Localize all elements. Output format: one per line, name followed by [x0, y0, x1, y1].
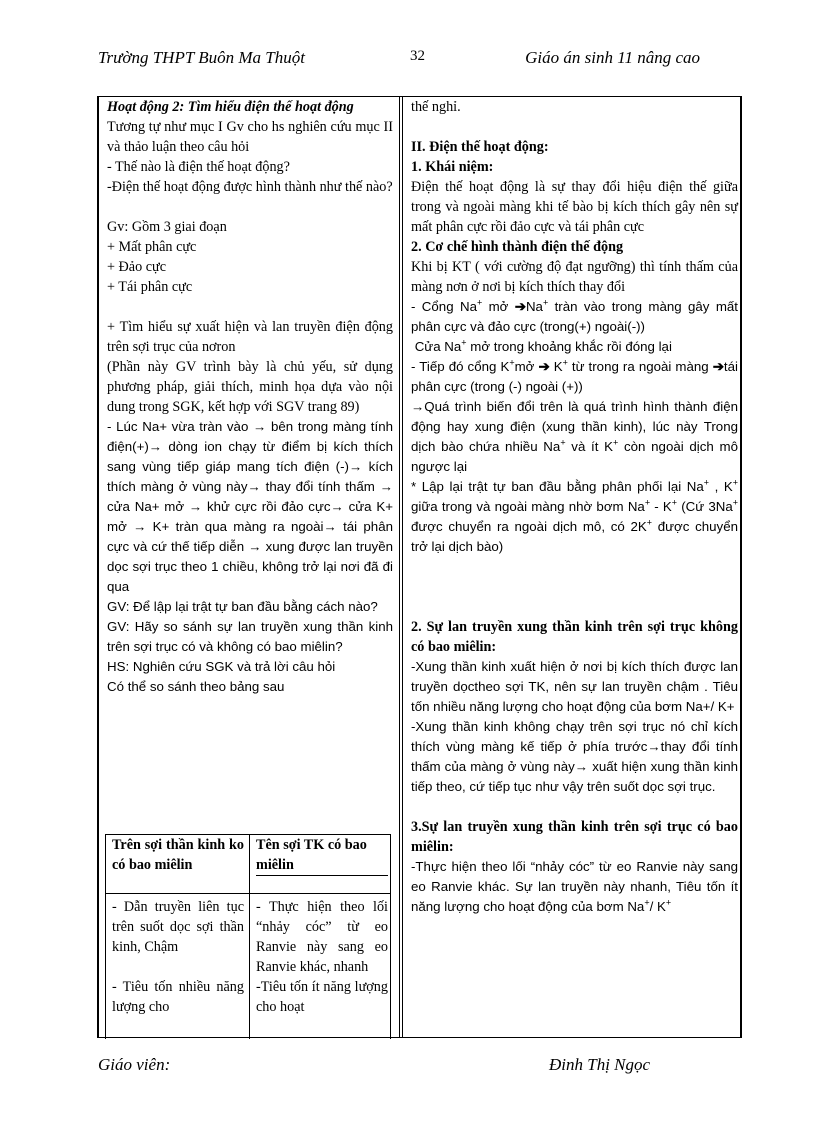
pump-text: * Lập lại trật tự ban đầu bằng phân phối lại Na+ , K+ giữa trong và ngoài màng nhờ bơm Na+ - K+ (Cứ 3Na+ được chuyển ra ngoài dịch mô, có 2K+ được chuyển trở lại dịch bào): [411, 477, 738, 554]
comparison-table: [105, 834, 391, 1039]
content-column: [411, 97, 738, 917]
concept-text: Điện thế hoạt động là sự thay đổi hiệu điện thế giữa trong và ngoài màng khi tế bào bị kích thích gây nên sự mất phân cực rồi đảo cực và tái phân cực: [411, 179, 738, 235]
phase-3: + Tái phân cực: [107, 279, 193, 295]
na-channel-text: - Cổng Na+ mở ➔Na+ tràn vào trong màng gây mất phân cực và đảo cực (trong(+) ngoài(-)): [411, 297, 738, 334]
no-myelin-title: 2. Sự lan truyền xung thần kinh trên sợi trục không có bao miêlin:: [411, 619, 738, 655]
lesson-table: [97, 96, 742, 1038]
teacher-name: Đinh Thị Ngọc: [549, 1055, 651, 1074]
no-myelin-text-1: -Xung thần kinh xuất hiện ở nơi bị kích thích được lan truyền dọctheo sợi TK, nên sự lan truyền chậm . Tiêu tốn nhiều năng lượng cho hoạt động của bơm Na+/ K+: [411, 659, 738, 714]
question-2: -Điện thế hoạt động được hình thành như thế nào?: [107, 179, 393, 195]
question-1: - Thế nào là điện thế hoạt động?: [107, 159, 290, 175]
table-cell-myelin: - Thực hiện theo lối “nhảy cóc” từ eo Ranvie này sang eo Ranvie khác, nhanh -Tiêu tốn ít năng lượng cho hoạt: [256, 899, 388, 1015]
arrow-icon: ➔: [538, 359, 550, 374]
arrow-icon: ➔: [514, 299, 526, 314]
student-answer: HS: Nghiên cứu SGK và trả lời câu hỏi: [107, 659, 336, 674]
activity-intro: Tương tự như mục I Gv cho hs nghiên cứu mục II và thảo luận theo câu hỏi: [107, 119, 393, 155]
table-header-myelin: Tên sợi TK có bao miêlin: [256, 835, 388, 876]
teacher-activity-column: [107, 97, 393, 697]
impulse-summary: →Quá trình biến đổi trên là quá trình hình thành điện động hay xung điện (xung thần kinh), lúc này Trong dịch bào chứa nhiều Na+ và ít K+ còn ngoài dịch mô ngược lại: [411, 399, 738, 474]
arrow-icon: ➔: [712, 359, 724, 374]
myelin-title: 3.Sự lan truyền xung thần kinh trên sợi trục có bao miêlin:: [411, 819, 738, 855]
na-close-text: Cửa Na+ mở trong khoảng khắc rồi đóng lại: [414, 337, 672, 354]
teacher-note: (Phần này GV trình bày là chủ yếu, sử dụng phương pháp, giải thích, minh họa dựa vào nội dung trong SGK, kết hợp với SGV trang 89): [107, 359, 393, 415]
phase-2: + Đảo cực: [107, 259, 167, 275]
compare-intro: Có thể so sánh theo bảng sau: [107, 679, 285, 694]
table-cell-no-myelin: - Dẫn truyền liên tục trên suốt dọc sợi thần kinh, Chậm - Tiêu tốn nhiều năng lượng cho: [112, 899, 244, 1015]
page-header: [98, 48, 698, 74]
no-myelin-text-2: -Xung thần kinh không chạy trên sợi trục nó chỉ kích thích vùng màng kế tiếp ở phía trước→thay đổi tính thấm của màng ở vùng này→ xuất hiện xung thần kinh tiếp theo, cứ tiếp tục như vậy trên suốt dọc sợi trục.: [411, 719, 738, 794]
phases-intro: Gv: Gồm 3 giai đoạn: [107, 219, 227, 235]
mechanism-title: 2. Cơ chế hình thành điện thế động: [411, 239, 624, 255]
question-3: GV: Để lập lại trật tự ban đầu bằng cách nào?: [107, 599, 378, 614]
myelin-text: -Thực hiện theo lối “nhảy cóc” từ eo Ranvie này sang eo Ranvie khác. Sự lan truyền này nhanh, Tiêu tốn ít năng lượng cho hoạt động của bơm Na+/ K+: [411, 859, 738, 914]
table-header-no-myelin: Trên sợi thần kinh ko có bao miêlin: [112, 837, 244, 873]
propagation-task: + Tìm hiểu sự xuất hiện và lan truyền điện động trên sợi trục của nơron: [107, 319, 393, 355]
section-2-title: II. Điện thế hoạt động:: [411, 139, 549, 155]
teacher-label: Giáo viên:: [98, 1055, 171, 1074]
mechanism-text: Khi bị KT ( với cường độ đạt ngưỡng) thì tính thấm của màng nơn ở nơi bị kích thích thay đổi: [411, 259, 738, 295]
na-process-text: - Lúc Na+ vừa tràn vào → bên trong màng tính điện(+)→ dòng ion chạy từ điểm bị kích thích sang vùng tiếp giáp mang tích điện (-)→ kích thích màng ở vùng này→ thay đổi tính thấm → cửa Na+ mở → khử cực rồi đảo cực→ cửa K+ mở → K+ tràn qua màng ra ngoài→ tái phân cực và cứ thế tiếp diễn → xung được lan truyền dọc sợi trục theo 1 chiều, không trở lại nơi đã đi qua: [107, 419, 393, 594]
page-number: 32: [410, 48, 425, 64]
phase-1: + Mất phân cực: [107, 239, 197, 255]
activity-title: Hoạt động 2: Tìm hiểu điện thế hoạt động: [107, 99, 354, 115]
k-channel-text: - Tiếp đó cổng K+mở ➔ K+ từ trong ra ngoài màng ➔tái phân cực (trong (-) ngoài (+)): [411, 357, 738, 394]
question-4: GV: Hãy so sánh sự lan truyền xung thần kinh trên sợi trục có và không có bao miêlin?: [107, 619, 393, 654]
concept-title: 1. Khái niệm:: [411, 159, 494, 175]
column-divider: [399, 97, 403, 1037]
resting-tail: thế nghỉ.: [411, 99, 461, 115]
school-name: Trường THPT Buôn Ma Thuột: [98, 48, 305, 67]
subject-title: Giáo án sinh 11 nâng cao: [525, 48, 700, 67]
